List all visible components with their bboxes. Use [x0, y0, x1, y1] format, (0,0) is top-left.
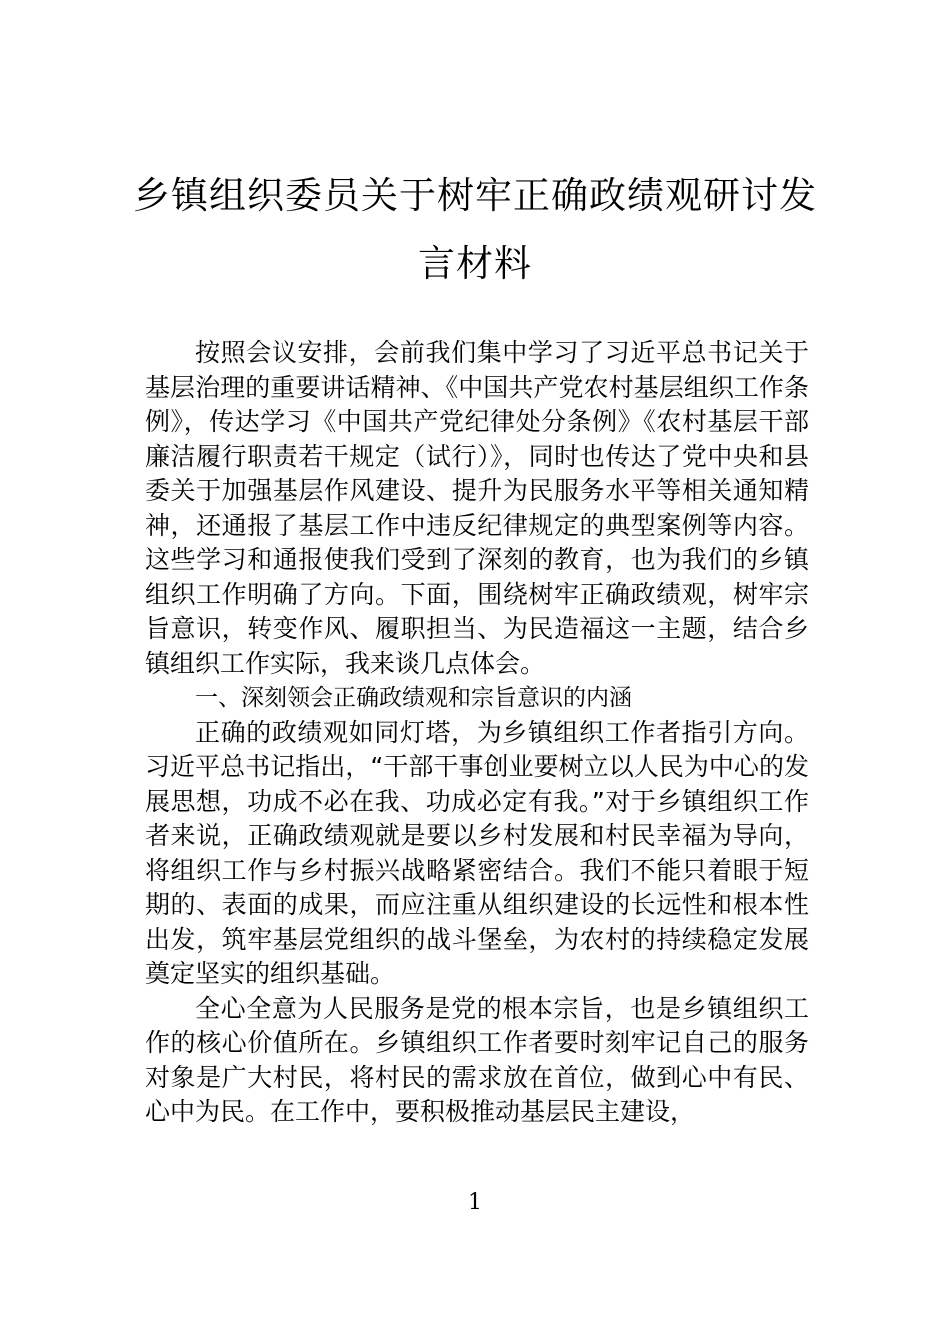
page-number: 1 [468, 1190, 482, 1215]
section-heading-1: 一、深刻领会正确政绩观和宗旨意识的内涵 [195, 685, 632, 711]
document-body [145, 336, 809, 1130]
paragraph-political-view: 正确的政绩观如同灯塔，为乡镇组织工作者指引方向。习近平总书记指出，“干部干事创业要树立以人民为中心的发展思想，功成不必在我、功成必定有我。”对于乡镇组织工作者来说，正确政绩观就是要以乡村发展和村民幸福为导向，将组织工作与乡村振兴战略紧密结合。我们不能只着眼于短期的、表面的成果，而应注重从组织建设的长远性和根本性出发，筑牢基层党组织的战斗堡垒，为农村的持续稳定发展奠定坚实的组织基础。 [145, 717, 809, 988]
paragraph-service-purpose: 全心全意为人民服务是党的根本宗旨，也是乡镇组织工作的核心价值所在。乡镇组织工作者要时刻牢记自己的服务对象是广大村民，将村民的需求放在首位，做到心中有民、心中为民。在工作中，要积极推动基层民主建设， [145, 993, 809, 1126]
document-title: 乡镇组织委员关于树牢正确政绩观研讨发言材料 [133, 174, 817, 285]
paragraph-intro: 按照会议安排，会前我们集中学习了习近平总书记关于基层治理的重要讲话精神、《中国共产党农村基层组织工作条例》，传达学习《中国共产党纪律处分条例》《农村基层干部廉洁履行职责若干规定（试行）》，同时也传达了党中央和县委关于加强基层作风建设、提升为民服务水平等相关通知精神，还通报了基层工作中违反纪律规定的典型案例等内容。这些学习和通报使我们受到了深刻的教育，也为我们的乡镇组织工作明确了方向。下面，围绕树牢正确政绩观，树牢宗旨意识，转变作风、履职担当、为民造福这一主题，结合乡镇组织工作实际，我来谈几点体会。 [145, 338, 809, 678]
